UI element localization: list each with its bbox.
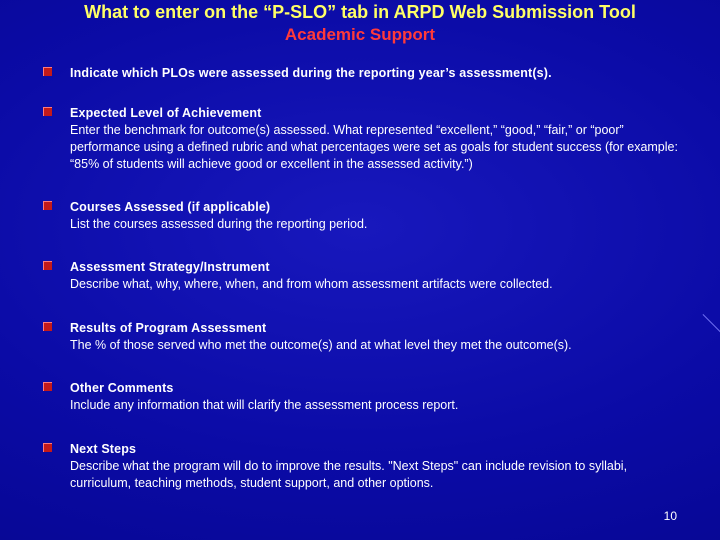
list-item-other-comments	[70, 379, 690, 414]
list-item-results	[70, 319, 690, 354]
item-heading: Courses Assessed (if applicable)	[70, 200, 271, 214]
item-description: The % of those served who met the outcome(s) and at what level they met the outcome(s).	[70, 338, 572, 352]
square-bullet-icon	[43, 261, 52, 270]
list-item-plos	[70, 64, 690, 82]
item-description: Describe what, why, where, when, and from whom assessment artifacts were collected.	[70, 277, 553, 291]
square-bullet-icon	[43, 107, 52, 116]
item-description: List the courses assessed during the reporting period.	[70, 217, 368, 231]
list-item-courses-assessed	[70, 198, 690, 233]
item-description: Describe what the program will do to improve the results. "Next Steps" can include revision to syllabi, curriculum, teaching methods, student support, and other options.	[70, 459, 628, 490]
list-item-assessment-strategy	[70, 258, 690, 293]
page-number: 10	[663, 509, 677, 523]
square-bullet-icon	[43, 382, 52, 391]
item-heading: Other Comments	[70, 381, 174, 395]
list-item-next-steps	[70, 440, 690, 492]
square-bullet-icon	[43, 322, 52, 331]
square-bullet-icon	[43, 201, 52, 210]
item-description: Enter the benchmark for outcome(s) assessed. What represented “excellent,” “good,” “fair,” or “poor” performance using a defined rubric and what percentages were set as goals for student success (for example: “85% of students will achieve good or excellent in the assessed activity.”)	[70, 123, 678, 171]
slide-subtitle: Academic Support	[284, 25, 436, 44]
item-description: Include any information that will clarify the assessment process report.	[70, 398, 459, 412]
item-heading: Next Steps	[70, 442, 137, 456]
item-heading: Expected Level of Achievement	[70, 106, 262, 120]
list-item-expected-level	[70, 104, 690, 173]
decorative-line	[703, 314, 720, 336]
slide-title: What to enter on the “P-SLO” tab in ARPD Web Submission Tool	[84, 2, 636, 22]
square-bullet-icon	[43, 443, 52, 452]
item-heading: Indicate which PLOs were assessed during the reporting year’s assessment(s).	[70, 66, 552, 80]
item-heading: Results of Program Assessment	[70, 321, 267, 335]
item-heading: Assessment Strategy/Instrument	[70, 260, 270, 274]
square-bullet-icon	[43, 67, 52, 76]
